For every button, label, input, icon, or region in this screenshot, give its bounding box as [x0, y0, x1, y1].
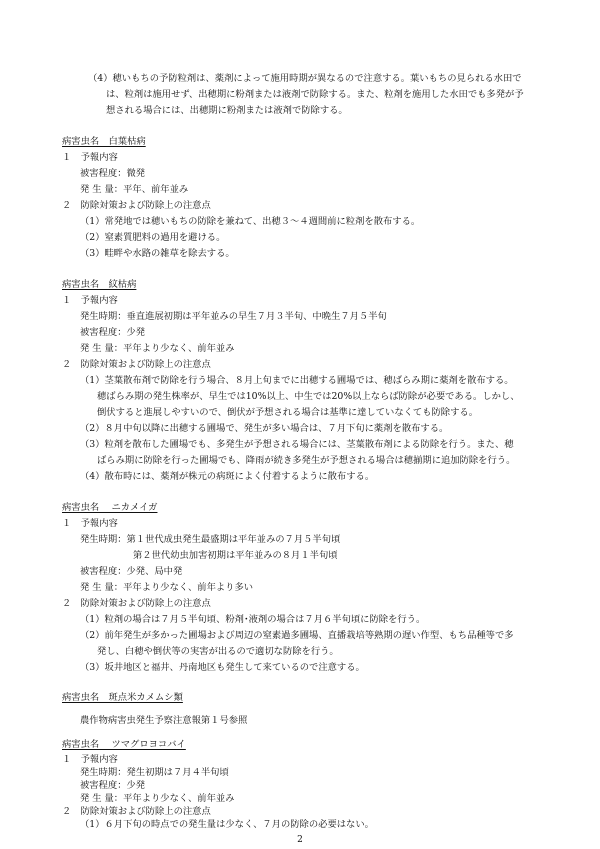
- forecast-item: 発生時期：発生初期は７月４半旬頃: [80, 767, 229, 778]
- forecast-item: 第２世代幼虫加害初期は平年並みの８月１半旬頃: [133, 550, 338, 561]
- intro-line: （4）穂いもちの予防粒剤は、薬剤によって施用時期が異なるので注意する。葉いもちの見られる水田で: [88, 73, 522, 84]
- forecast-item: 発 生 量：平年より少なく、前年並み: [80, 793, 235, 804]
- section-heading: 病害虫名 紋枯病: [62, 279, 137, 290]
- control-item: （2）８月中旬以降に出穂する圃場で、発生が多い場合は、７月下旬に薬剤を散布する。: [80, 423, 449, 434]
- forecast-item: 被害程度：少発: [80, 327, 146, 338]
- subheading: ２ 防除対策および防除上の注意点: [62, 598, 211, 609]
- control-item: （1）粒剤の場合は７月５半旬頃、粉剤･液剤の場合は７月６半旬頃に防除を行う。: [80, 614, 426, 625]
- control-item: 発し、白穂や倒伏等の実害が出るので適切な防除を行う。: [97, 646, 339, 657]
- subheading: １ 予報内容: [62, 518, 118, 529]
- control-item: （1）茎葉散布剤で防除を行う場合、８月上旬までに出穂する圃場では、穂ばらみ期に薬剤を散布する。: [80, 375, 514, 386]
- subheading: １ 予報内容: [62, 152, 118, 163]
- control-item: 倒伏すると進展しやすいので、倒伏が予想される場合は基準に達していなくても防除する。: [97, 407, 478, 418]
- control-item: （3）粒剤を散布した圃場でも、多発生が予想される場合には、茎葉散布剤による防除を行う。また、穂: [80, 439, 514, 450]
- forecast-item: 発 生 量：平年、前年並み: [80, 184, 189, 195]
- page-number: 2: [297, 835, 303, 845]
- control-item: （3）坂井地区と福井、丹南地区も発生して来ているので注意する。: [80, 662, 365, 673]
- subheading: ２ 防除対策および防除上の注意点: [62, 200, 211, 211]
- intro-line: 想される場合には、出穂期に粉剤または液剤で防除する。: [106, 105, 348, 116]
- section-heading: 病害虫名 斑点米カメムシ類: [62, 692, 183, 703]
- subheading: ２ 防除対策および防除上の注意点: [62, 806, 211, 817]
- control-item: （1）６月下旬の時点での発生量は少なく、７月の防除の必要はない。: [80, 819, 374, 830]
- subheading: ２ 防除対策および防除上の注意点: [62, 359, 211, 370]
- forecast-item: 発生時期：第１世代成虫発生最盛期は平年並みの７月５半旬頃: [80, 534, 341, 545]
- control-item: （1）常発地では穂いもちの防除を兼ねて、出穂３～４週間前に粒剤を散布する。: [80, 216, 421, 227]
- intro-line: は、粒剤は施用せず、出穂期に粉剤または液剤で防除する。また、粒剤を施用した水田でも多発が予: [106, 89, 524, 100]
- section-heading: 病害虫名 ツマグロヨコバイ: [62, 739, 186, 750]
- control-item: （3）畦畔や水路の雑草を除去する。: [80, 248, 235, 259]
- forecast-item: 被害程度：微発: [80, 168, 146, 179]
- forecast-item: 発 生 量：平年より少なく、前年並み: [80, 343, 235, 354]
- reference-note: 農作物病害虫発生予察注意報第１号参照: [80, 715, 248, 726]
- forecast-item: 発 生 量：平年より少なく、前年より多い: [80, 582, 254, 593]
- section-heading: 病害虫名 ニカメイガ: [62, 502, 158, 513]
- subheading: １ 予報内容: [62, 754, 118, 765]
- forecast-item: 被害程度：少発: [80, 780, 146, 791]
- control-item: （4）散布時には、薬剤が株元の病斑によく付着するように散布する。: [80, 471, 375, 482]
- control-item: ばらみ期に防除を行った圃場でも、降雨が続き多発生が予想される場合は穂揃期に追加防除を行う。: [97, 455, 516, 466]
- forecast-item: 発生時期：垂直進展初期は平年並みの早生７月３半旬、中晩生７月５半旬: [80, 311, 387, 322]
- subheading: １ 予報内容: [62, 295, 118, 306]
- control-item: （2）窒素質肥料の過用を避ける。: [80, 232, 226, 243]
- section-heading: 病害虫名 白葉枯病: [62, 136, 146, 147]
- control-item: 穂ばらみ期の発生株率が、早生では10%以上、中生では20%以上ならば防除が必要である。しかし、: [97, 391, 520, 402]
- forecast-item: 被害程度：少発、局中発: [80, 566, 183, 577]
- control-item: （2）前年発生が多かった圃場および周辺の窒素過多圃場、直播栽培等熟期の遅い作型、もち品種等で多: [80, 630, 514, 641]
